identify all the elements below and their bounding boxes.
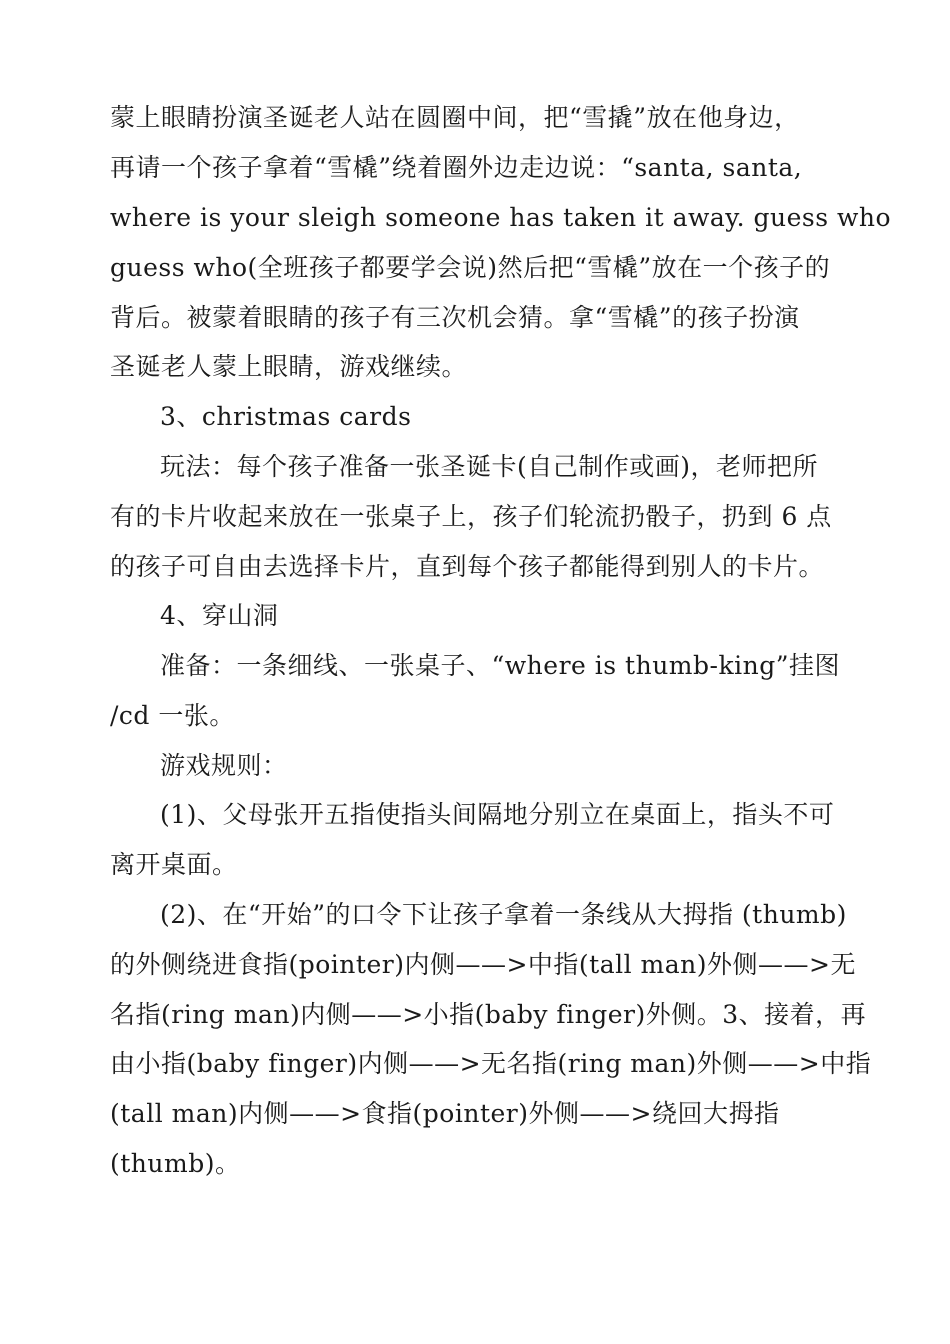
paragraph-line-20: 由小指(baby finger)内侧——>无名指(ring man)外侧——>中指 [110,1049,872,1078]
paragraph-line-8: 玩法：每个孩子准备一张圣诞卡(自己制作或画)，老师把所 [160,452,819,481]
paragraph-line-2: 再请一个孩子拿着“雪橇”绕着圈外边走边说：“santa, santa, [110,153,803,182]
paragraph-line-15: (1)、父母张开五指使指头间隔地分别立在桌面上，指头不可 [160,800,835,829]
paragraph-line-10: 的孩子可自由去选择卡片，直到每个孩子都能得到别人的卡片。 [110,552,825,581]
paragraph-line-9: 有的卡片收起来放在一张桌子上，孩子们轮流扔骰子，扔到 6 点 [110,502,832,531]
section-heading-christmas-cards: 3、christmas cards [160,402,412,431]
paragraph-line-19: 名指(ring man)内侧——>小指(baby finger)外侧。3、接着，再 [110,1000,867,1029]
paragraph-line-6: 圣诞老人蒙上眼睛，游戏继续。 [110,352,468,381]
paragraph-line-18: 的外侧绕进食指(pointer)内侧——>中指(tall man)外侧——>无 [110,950,856,979]
paragraph-line-12: 准备：一条细线、一张桌子、“where is thumb-king”挂图 [160,651,840,680]
paragraph-line-5: 背后。被蒙着眼睛的孩子有三次机会猜。拿“雪橇”的孩子扮演 [110,303,800,332]
rules-heading: 游戏规则： [160,751,288,780]
paragraph-line-21: (tall man)内侧——>食指(pointer)外侧——>绕回大拇指 [110,1099,780,1128]
paragraph-line-16: 离开桌面。 [110,850,238,879]
section-heading-cave: 4、穿山洞 [160,601,279,630]
paragraph-line-22: (thumb)。 [110,1149,241,1178]
paragraph-line-17: (2)、在“开始”的口令下让孩子拿着一条线从大拇指 (thumb) [160,900,847,929]
paragraph-line-13: /cd 一张。 [110,701,235,730]
paragraph-line-4: guess who(全班孩子都要学会说)然后把“雪橇”放在一个孩子的 [110,253,831,282]
paragraph-line-1: 蒙上眼睛扮演圣诞老人站在圆圈中间，把“雪撬”放在他身边， [110,103,800,132]
paragraph-line-3: where is your sleigh someone has taken it away. guess who [110,203,892,232]
